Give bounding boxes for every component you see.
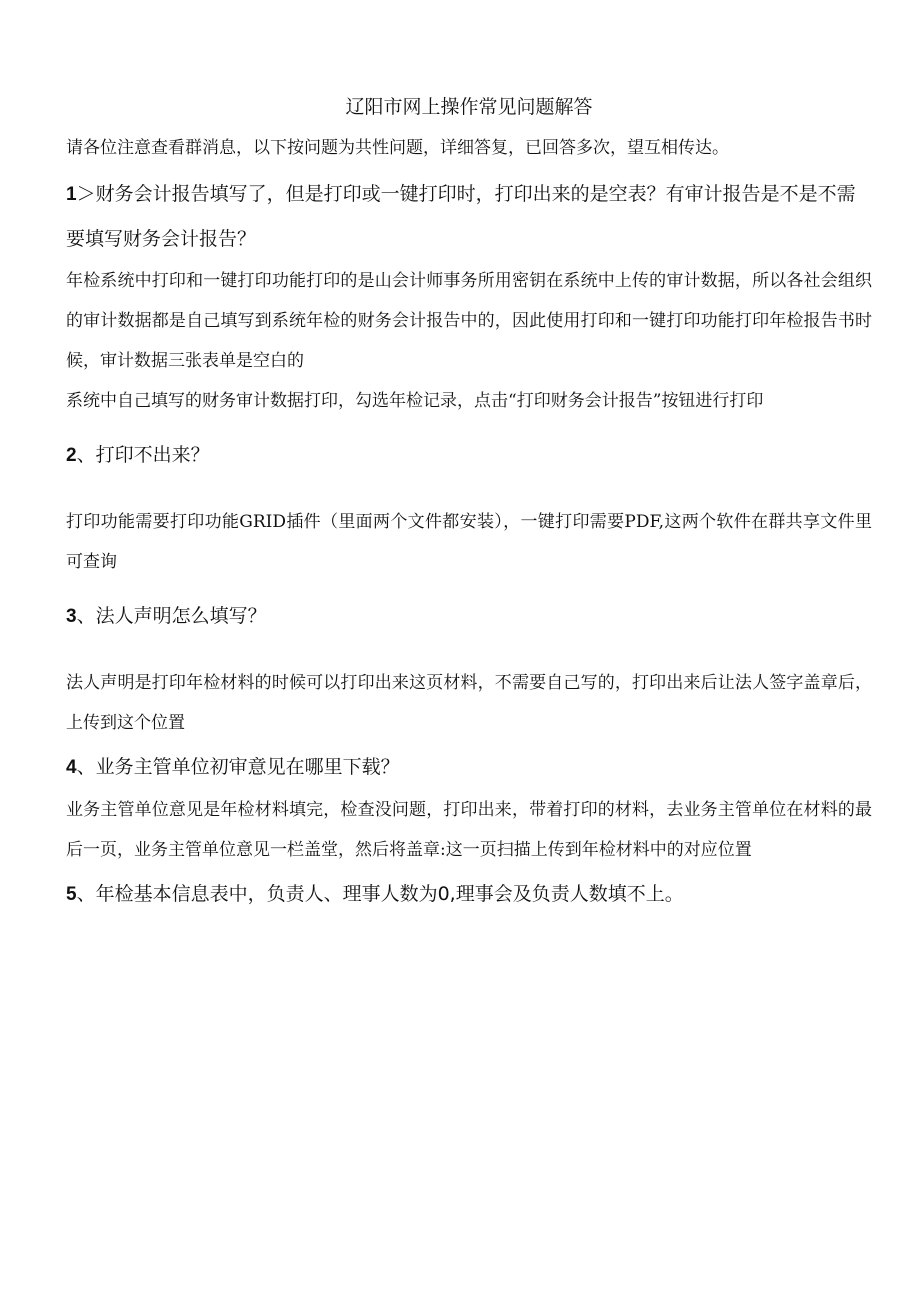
document-page xyxy=(66,88,872,917)
question-1 xyxy=(66,172,872,261)
question-2-text: 、打印不出来？ xyxy=(76,444,210,466)
question-4-number: 4 xyxy=(66,757,77,778)
answer-1 xyxy=(66,261,872,421)
question-3 xyxy=(66,594,872,639)
question-3-text: 、法人声明怎么填写？ xyxy=(76,605,267,627)
question-2 xyxy=(66,433,872,478)
answer-1-paragraph-2: 系统中自己填写的财务审计数据打印，勾选年检记录，点击“打印财务会计报告”按钮进行打印 xyxy=(66,391,764,411)
answer-1-paragraph-1: 年检系统中打印和一键打印功能打印的是山会计师事务所用密钥在系统中上传的审计数据，所以各社会组织的审计数据都是自己填写到系统年检的财务会计报告中的，因此使用打印和一键打印功能打印年检报告书时候，审计数据三张表单是空白的 xyxy=(66,271,872,371)
answer-4 xyxy=(66,790,872,870)
answer-2-paragraph-1: 打印功能需要打印功能GRID插件（里面两个文件都安装），一键打印需要PDF,这两个软件在群共享文件里可查询 xyxy=(66,512,872,572)
question-2-number: 2 xyxy=(66,445,77,466)
answer-4-paragraph-1: 业务主管单位意见是年检材料填完，检查没问题，打印出来，带着打印的材料，去业务主管单位在材料的最后一页，业务主管单位意见一栏盖堂，然后将盖章:这一页扫描上传到年检材料中的对应位置 xyxy=(66,800,872,860)
intro-paragraph: 请各位注意查看群消息，以下按问题为共性问题，详细答复，已回答多次，望互相传达。 xyxy=(66,138,729,158)
question-3-number: 3 xyxy=(66,606,77,627)
question-4-text: 、业务主管单位初审意见在哪里下载？ xyxy=(76,756,400,778)
question-1-text: ＞财务会计报告填写了，但是打印或一键打印时，打印出来的是空表？有审计报告是不是不需要填写财务会计报告？ xyxy=(66,183,856,250)
question-5-text: 、年检基本信息表中，负责人、理事人数为0,理事会及负责人数填不上。 xyxy=(76,883,684,905)
question-1-number: 1 xyxy=(66,184,77,205)
document-title: 辽阳市网上操作常见问题解答 xyxy=(345,96,593,118)
question-5-number: 5 xyxy=(66,884,77,905)
answer-3-paragraph-1: 法人声明是打印年检材料的时候可以打印出来这页材料，不需要自己写的，打印出来后让法人签字盖章后，上传到这个位置 xyxy=(66,673,872,733)
answer-3 xyxy=(66,663,872,743)
question-5 xyxy=(66,872,872,917)
answer-2 xyxy=(66,502,872,582)
question-4 xyxy=(66,745,872,790)
